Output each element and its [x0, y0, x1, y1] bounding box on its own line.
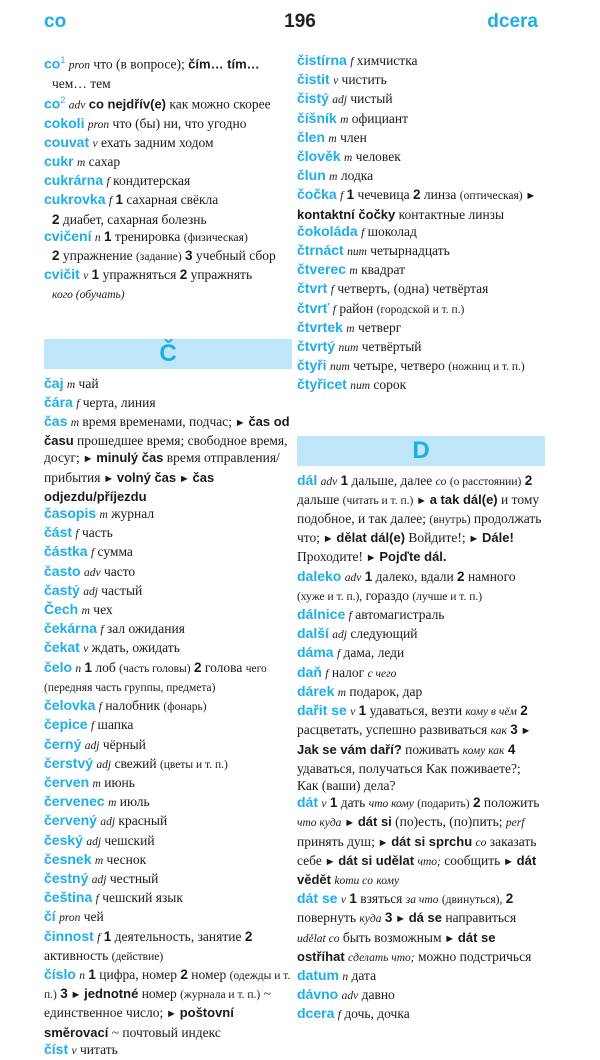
entry: dávno adv давно [297, 986, 395, 1003]
entry: čtvrtý num четвёртый [297, 338, 422, 355]
arrow-icon: ► [522, 190, 537, 203]
entry: čekat v ждать, ожидать [44, 639, 180, 656]
entry: číst v читать [44, 1040, 118, 1057]
entry: čtverec m квадрат [297, 261, 406, 278]
arrow-icon: ► [100, 472, 117, 485]
entry: částka f сумма [44, 543, 133, 560]
guide-word-first: co [44, 11, 67, 32]
entry: cukrovka f 1 сахарная свёкла 2 диабет, сахарная болезнь [44, 191, 219, 227]
entry: čepice f шапка [44, 716, 134, 733]
entry-list-c-hacek [44, 375, 292, 1060]
entry: couvat v ехать задним ходом [44, 133, 214, 150]
entry: čokoláda f шоколад [297, 222, 417, 239]
entry: číslo n 1 цифра, номер 2 номер (одежды и т. п.) 3 ► jednotné номер (журнала и т. п.) ~ единственное число; ► poštovní směrovací ~ почтовый индекс [44, 965, 291, 1040]
entry: čistit v чистить [297, 71, 387, 88]
arrow-icon: ► [392, 913, 409, 926]
arrow-icon: ► [363, 552, 380, 565]
entry: člun m лодка [297, 167, 374, 184]
entry: část f часть [44, 524, 113, 541]
entry: čistírna f химчистка [297, 52, 418, 68]
entry: činnost f 1 деятельность, занятие 2 активность (действие) [44, 927, 253, 963]
arrow-icon: ► [232, 417, 249, 430]
entry: dcera f дочь, дочка [297, 1005, 410, 1022]
entry: černý adj чёрный [44, 735, 146, 752]
entry: $co^1$ pron что (в вопросе); čím… tím… чем… тем [44, 55, 260, 91]
entry: čára f черта, линия [44, 393, 156, 410]
entry: čekárna f зал ожидания [44, 620, 185, 637]
entry: čerstvý adj свежий (цветы и т. п.) [44, 754, 228, 771]
entry: čočka f 1 чечевица 2 линза (оптическая) ► kontaktní čočky контактные линзы [297, 186, 537, 222]
arrow-icon: ► [441, 932, 458, 945]
arrow-icon: ► [163, 1008, 180, 1021]
entry: čtyřicet num сорок [297, 376, 407, 393]
section-letter: Č [159, 339, 177, 367]
page-number: 196 [284, 11, 316, 32]
arrow-icon: ► [517, 725, 532, 738]
entry: červený adj красный [44, 812, 168, 829]
page-header [0, 0, 600, 40]
entry-list-d [297, 472, 545, 1025]
entry: česnek m чеснок [44, 850, 147, 867]
entry: Čech m чех [44, 601, 113, 618]
entry: číšník m официант [297, 109, 409, 126]
entry: český adj чешский [44, 831, 155, 848]
entry: čas m время временами, подчас; ► čas od času прошедшее время; свободное время, досуг; ► minulý čas время отправления/прибытия ► volný čas ► čas odjezdu/příjezdu [44, 413, 290, 504]
entry: $co^2$ adv co nejdřív(e) как можно скорее [44, 94, 271, 112]
section-band-c-hacek [44, 339, 292, 369]
entry: člen m член [297, 128, 367, 145]
entry: cukrárna f кондитерская [44, 172, 191, 189]
arrow-icon: ► [320, 533, 337, 546]
section-letter: D [412, 436, 430, 464]
entry: čtvrť f район (городской и т. п.) [297, 299, 465, 316]
entry: červenec m июль [44, 793, 150, 810]
entry: dál adv 1 дальше, далее co (о расстоянии) 2 дальше (читать и т. п.) ► a tak dál(e) и тому подобное, и так далее; (внутрь) продолжать что; ► dělat dál(e) Войдите!; ► Dále! Проходите! ► Pojďte dál. [297, 471, 542, 565]
entry-list-c-hacek-continued [297, 52, 545, 396]
entry: daleko adv 1 далеко, вдали 2 намного (хуже и т. п.), гораздо (лучше и т. п.) [297, 567, 516, 603]
entry: často adv часто [44, 562, 136, 579]
entry: dařit se v 1 удаваться, везти кому в чём 2 расцветать, успешно развиваться как 3 ► Jak se vám daří? поживать кому как 4 удаваться, получаться Как поживаете?; Как (ваши) дела? [297, 702, 532, 793]
entry: dálnice f автомагистраль [297, 606, 445, 623]
right-column [297, 52, 545, 1025]
entry: dát v 1 дать что кому (подарить) 2 положить что куда ► dát si (по)есть, (по)пить; perf принять душ; ► dát si sprchu co заказать себе ► dát si udělat что; сообщить ► dát vědět komu co кому [297, 794, 540, 887]
arrow-icon: ► [341, 817, 358, 830]
entry: čtrnáct num четырнадцать [297, 242, 450, 259]
arrow-icon: ► [374, 836, 392, 849]
entry: daň f налог с чего [297, 663, 397, 680]
entry: čí pron чей [44, 908, 104, 925]
entry: cukr m сахар [44, 153, 121, 170]
entry: čelo n 1 лоб (часть головы) 2 голова чего (передняя часть группы, предмета) [44, 658, 267, 694]
entry: další adj следующий [297, 625, 418, 642]
arrow-icon: ► [67, 989, 85, 1002]
guide-word-last: dcera [487, 11, 538, 32]
entry: čaj m чай [44, 374, 99, 391]
arrow-icon: ► [413, 494, 430, 507]
entry: dát se v 1 взяться за что (двинуться), 2 повернуть куда 3 ► dá se направиться udělat co быть возможным ► dát se ostříhat сделать что; можно подстричься [297, 890, 532, 964]
entry: čtvrtek m четверг [297, 318, 402, 335]
entry: čelovka f налобник (фонарь) [44, 697, 207, 714]
arrow-icon: ► [321, 855, 339, 868]
entry: častý adj частый [44, 581, 143, 598]
left-column [44, 52, 292, 1060]
entry: čtvrt f четверть, (одна) четвёртая [297, 280, 489, 297]
arrow-icon: ► [465, 533, 483, 546]
entry: cvičení n 1 тренировка (физическая) 2 упражнение (задание) 3 учебный сбор [44, 227, 276, 264]
entry: dárek m подарок, дар [297, 682, 423, 699]
entry: čeština f чешский язык [44, 889, 183, 906]
entry: čtyři num четыре, четверо (ножниц и т. п.) [297, 357, 525, 374]
arrow-icon: ► [176, 472, 193, 485]
arrow-icon: ► [500, 855, 517, 868]
entry: cokoli pron что (бы) ни, что угодно [44, 114, 247, 131]
entry: časopis m журнал [44, 505, 155, 522]
entry: cvičit v 1 упражняться 2 упражнять кого (обучать) [44, 266, 253, 302]
section-band-d [297, 436, 545, 466]
entry: dáma f дама, леди [297, 644, 405, 661]
entry: červen m июнь [44, 773, 135, 790]
entry: datum n дата [297, 966, 377, 983]
entry: čistý adj чистый [297, 90, 393, 107]
entry: čestný adj честный [44, 869, 159, 886]
arrow-icon: ► [79, 453, 97, 466]
entry: člověk m человек [297, 148, 401, 165]
